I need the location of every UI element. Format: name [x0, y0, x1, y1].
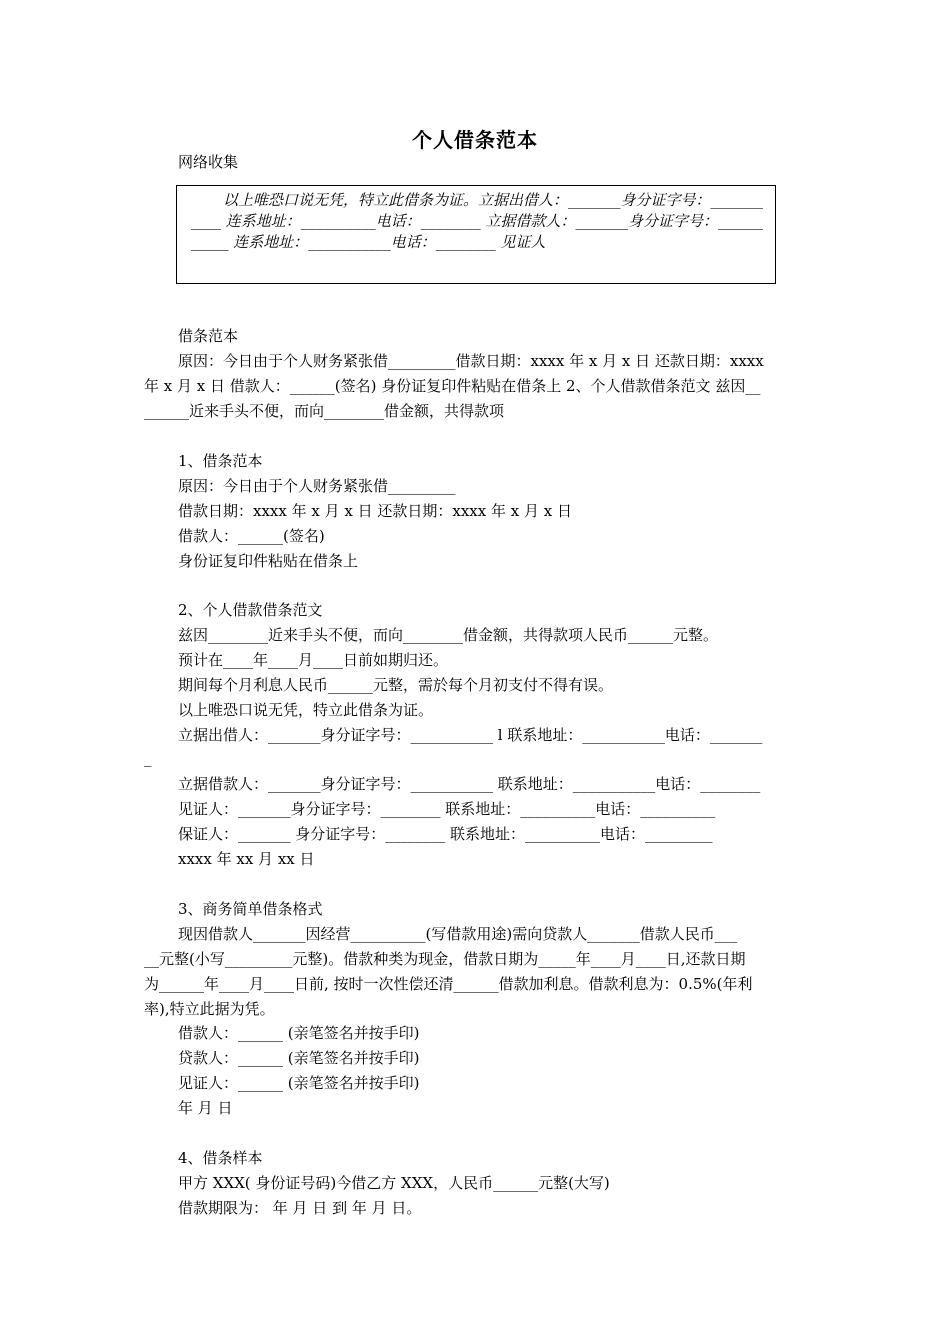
section-line: 预计在____年____月____日前如期归还。: [178, 651, 449, 669]
section-line: 借款期限为： 年 月 日 到 年 月 日。: [178, 1199, 422, 1217]
document-title: 个人借条范本: [412, 128, 538, 152]
section-line: xxxx 年 xx 月 xx 日: [178, 850, 315, 868]
section-line: 以上唯恐口说无凭，特立此借条为证。: [178, 701, 434, 719]
section-paragraph: 为______年____月____日前, 按时一次性偿还清______借款加利息。借款利息为：0.5%(年利: [144, 975, 753, 993]
section-heading: 3、商务简单借条格式: [178, 900, 323, 918]
intro-line: ______近来手头不便，而向________借金额，共得款项: [144, 402, 505, 420]
section-paragraph: 现因借款人_______因经营__________(写借款用途)需向贷款人_______借款人民币___: [178, 925, 738, 943]
section-line: 借款人：______(签名): [178, 527, 325, 545]
section-line: 原因：今日由于个人财务紧张借_________: [178, 477, 456, 495]
abstract-box: [176, 185, 776, 284]
section-heading: 4、借条样本: [178, 1149, 263, 1167]
section-heading: 2、个人借款借条范文: [178, 601, 323, 619]
section-line: 见证人：_______身分证字号：________ 联系地址：__________电话：__________: [178, 800, 716, 818]
section-line: 借款人：______ (亲笔签名并按手印): [178, 1024, 420, 1042]
section-line: 兹因________近来手头不便，而向________借金额，共得款项人民币______元整。: [178, 626, 719, 644]
section-line: _: [144, 749, 152, 767]
intro-line: 年 x 月 x 日 借款人：______(签名) 身份证复印件粘贴在借条上 2、个人借款借条范文 兹因__: [144, 377, 761, 395]
section-line: 立据出借人：_______身分证字号：___________ l 联系地址：___________电话：_______: [178, 726, 763, 744]
abstract-text: 以上唯恐口说无凭，特立此借条为证。立据出借人：_______身分证字号：___________ 连系地址：__________电话：________ 立据借款人：_______身分证字号：___________ 连系地址：___________电话：________ 见证人: [191, 191, 764, 251]
intro-heading: 借条范本: [178, 327, 239, 345]
section-line: 借款日期：xxxx 年 x 月 x 日 还款日期：xxxx 年 x 月 x 日: [178, 502, 572, 520]
section-line: 保证人：_______ 身分证字号：________ 联系地址：__________电话：_________: [178, 825, 713, 843]
section-paragraph: __元整(小写_________元整)。借款种类为现金，借款日期为_____年____月____日,还款日期: [144, 950, 746, 968]
section-line: 见证人：______ (亲笔签名并按手印): [178, 1074, 420, 1092]
section-line: 期间每个月利息人民币______元整，需於每个月初支付不得有误。: [178, 676, 614, 694]
section-line: 年 月 日: [178, 1099, 233, 1117]
section-line: 立据借款人：_______身分证字号：___________ 联系地址：___________电话：________: [178, 775, 761, 793]
document-subtitle: 网络收集: [178, 153, 239, 171]
intro-line: 原因：今日由于个人财务紧张借_________借款日期：xxxx 年 x 月 x 日 还款日期：xxxx: [178, 352, 764, 370]
section-line: 贷款人：______ (亲笔签名并按手印): [178, 1049, 420, 1067]
section-line: 甲方 XXX( 身份证号码)今借乙方 XXX，人民币______元整(大写): [178, 1174, 610, 1192]
section-paragraph: 率),特立此据为凭。: [144, 1000, 275, 1018]
section-heading: 1、借条范本: [178, 452, 263, 470]
section-line: 身份证复印件粘贴在借条上: [178, 552, 359, 570]
